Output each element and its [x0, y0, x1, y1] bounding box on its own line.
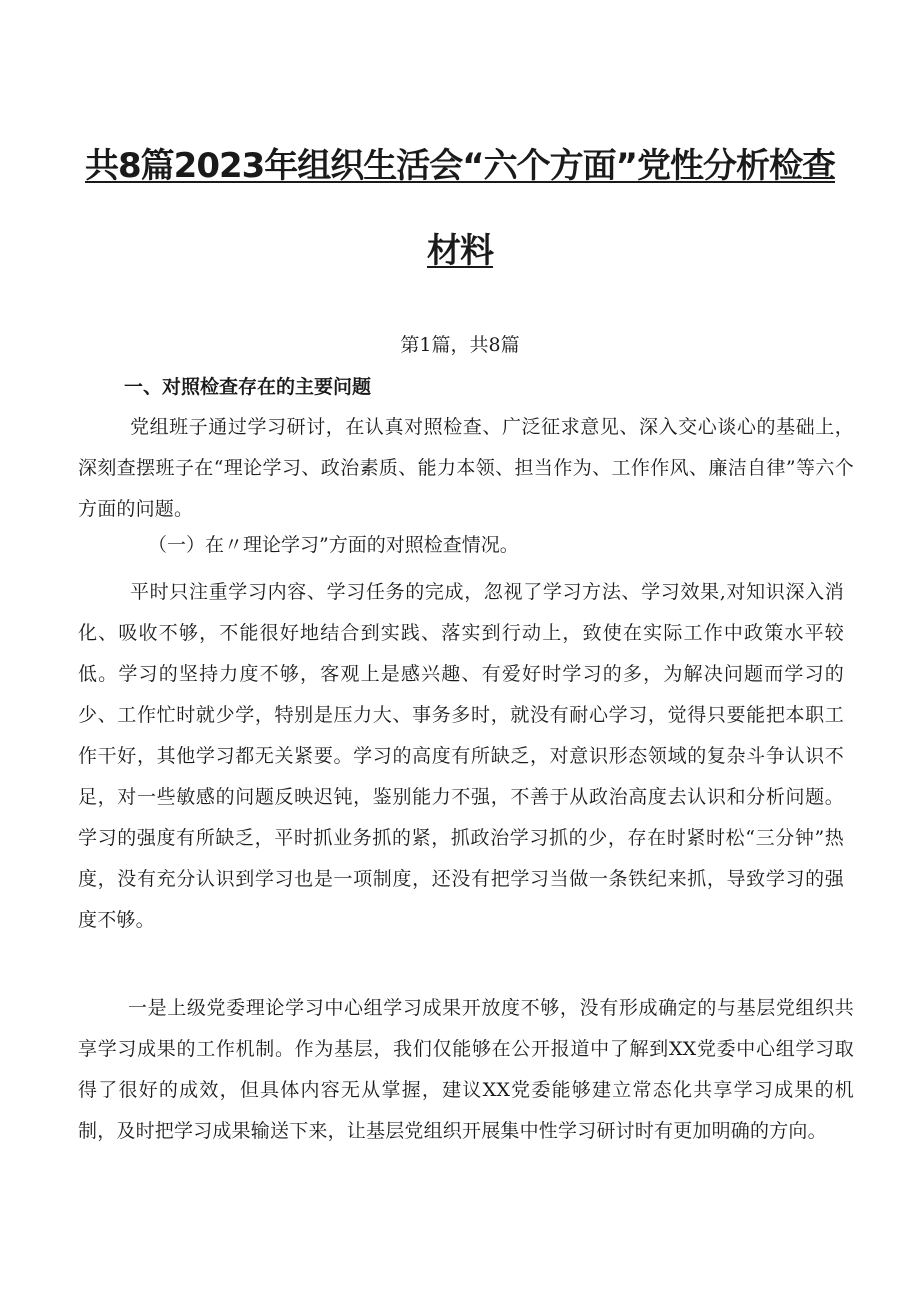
section-heading: 一、对照检查存在的主要问题 [124, 376, 372, 398]
document-title-line-2: 材料 [427, 231, 493, 271]
intro-paragraph: 党组班子通过学习研讨，在认真对照检查、广泛征求意见、深入交心谈心的基础上，深刻查摆班子在“理论学习、政治素质、能力本领、担当作为、工作作风、廉洁自律”等六个方面的问题。 [78, 416, 854, 520]
document-title-line-1: 共8篇2023年组织生活会“六个方面”党性分析检查 [85, 146, 835, 186]
part-label: 第1篇，共8篇 [400, 334, 520, 356]
paragraph-theory-study: 平时只注重学习内容、学习任务的完成，忽视了学习方法、学习效果,对知识深入消化、吸收不够，不能很好地结合到实践、落实到行动上，致使在实际工作中政策水平较低。学习的坚持力度不够，客观上是感兴趣、有爱好时学习的多，为解决问题而学习的少、工作忙时就少学，特别是压力大、事务多时，就没有耐心学习，觉得只要能把本职工作干好，其他学习都无关紧要。学习的高度有所缺乏，对意识形态领域的复杂斗争认识不足，对一些敏感的问题反映迟钝，鉴别能力不强，不善于从政治高度去认识和分析问题。学习的强度有所缺乏，平时抓业务抓的紧，抓政治学习抓的少，存在时紧时松“三分钟”热度，没有充分认识到学习也是一项制度，还没有把学习当做一条铁纪来抓，导致学习的强度不够。 [78, 581, 844, 931]
paragraph-point-one: 一是上级党委理论学习中心组学习成果开放度不够，没有形成确定的与基层党组织共享学习成果的工作机制。作为基层，我们仅能够在公开报道中了解到XX党委中心组学习取得了很好的成效，但具体内容无从掌握，建议XX党委能够建立常态化共享学习成果的机制，及时把学习成果输送下来，让基层党组织开展集中性学习研讨时有更加明确的方向。 [78, 997, 854, 1142]
subheading-theory: （一）在〃理论学习”方面的对照检查情况。 [148, 534, 519, 556]
